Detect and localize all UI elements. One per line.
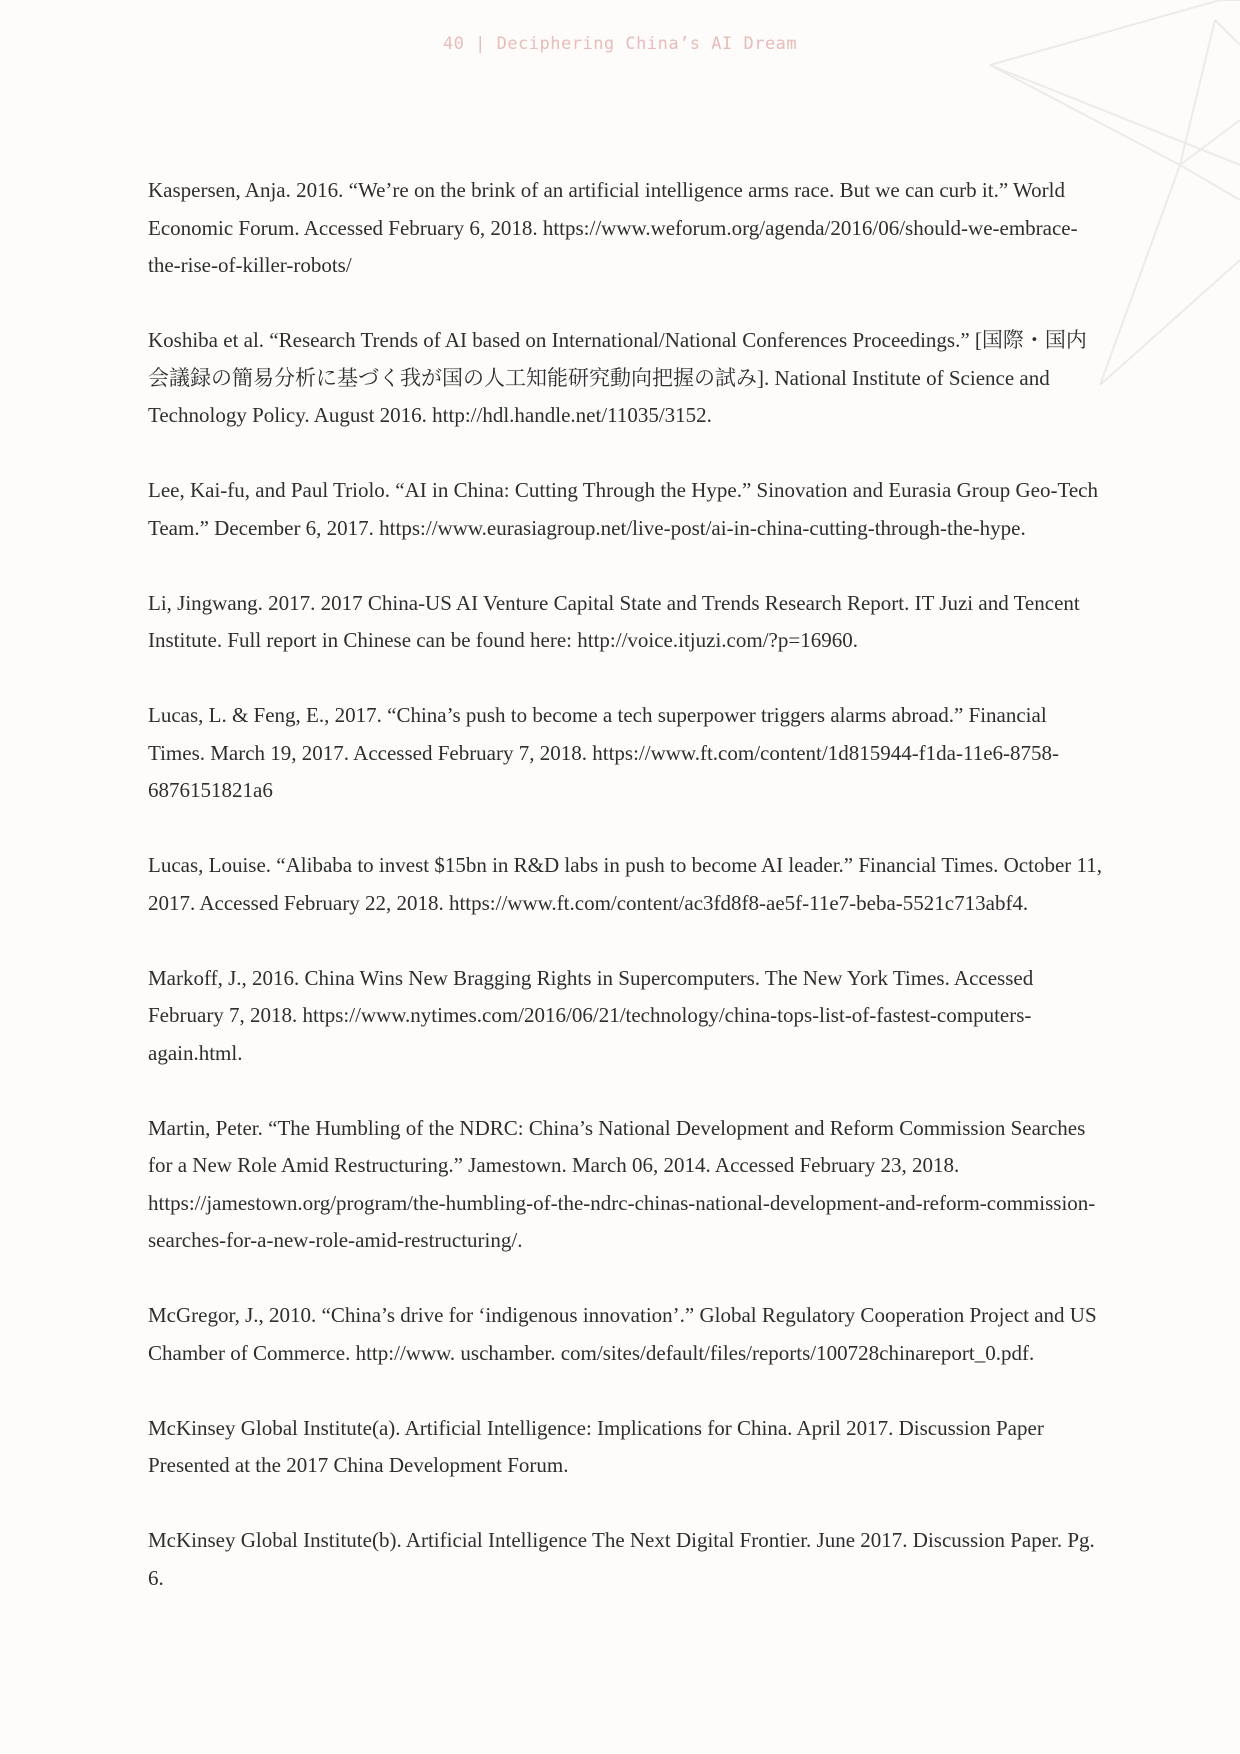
reference-entry-martin: Martin, Peter. “The Humbling of the NDRC: China’s National Development and Reform Commission Searches for a New Role Amid Restructuring.” Jamestown. March 06, 2014. Accessed February 23, 2018. https://jamestown.org/program/the-humbling-of-the-ndrc-chinas-national-development-and-reform-commission-searches-for-a-new-role-amid-restructuring/.	[148, 1115, 1096, 1252]
reference-entry-kaspersen: Kaspersen, Anja. 2016. “We’re on the brink of an artificial intelligence arms race. But we can curb it.” World Economic Forum. Accessed February 6, 2018. https://www.weforum.org/agenda/2016/06/should-we-embrace-the-rise-of-killer-robots/	[148, 178, 1078, 277]
reference-entry-mckinsey-b: McKinsey Global Institute(b). Artificial Intelligence The Next Digital Frontier. June 2017. Discussion Paper. Pg. 6.	[148, 1528, 1095, 1590]
document-title: Deciphering China’s AI Dream	[496, 34, 798, 54]
reference-entry-lucas-feng: Lucas, L. & Feng, E., 2017. “China’s push to become a tech superpower triggers alarms abroad.” Financial Times. March 19, 2017. Accessed February 7, 2018. https://www.ft.com/content/1d815944-f1da-11e6-8758-6876151821a6	[148, 703, 1060, 802]
reference-entry-lucas-louise: Lucas, Louise. “Alibaba to invest $15bn in R&D labs in push to become AI leader.” Financial Times. October 11, 2017. Accessed February 22, 2018. https://www.ft.com/content/ac3fd8f8-ae5f-11e7-beba-5521c713abf4.	[148, 853, 1102, 915]
page-number: 40	[442, 34, 465, 54]
reference-entry-mckinsey-a: McKinsey Global Institute(a). Artificial Intelligence: Implications for China. April 2017. Discussion Paper Presented at the 2017 China Development Forum.	[148, 1415, 1044, 1477]
reference-entry-mcgregor: McGregor, J., 2010. “China’s drive for ‘indigenous innovation’.” Global Regulatory Cooperation Project and US Chamber of Commerce. http://www. uschamber. com/sites/default/files/reports/100728chinareport_0.pdf.	[148, 1303, 1097, 1365]
references-list	[148, 172, 1103, 1635]
header-separator: |	[475, 34, 486, 54]
reference-entry-li: Li, Jingwang. 2017. 2017 China-US AI Venture Capital State and Trends Research Report. IT Juzi and Tencent Institute. Full report in Chinese can be found here: http://voice.itjuzi.com/?p=16960.	[148, 590, 1080, 652]
reference-entry-markoff: Markoff, J., 2016. China Wins New Bragging Rights in Supercomputers. The New York Times. Accessed February 7, 2018. https://www.nytimes.com/2016/06/21/technology/china-tops-list-of-fastest-computers-again.html.	[148, 965, 1034, 1065]
reference-entry-koshiba: Koshiba et al. “Research Trends of AI based on International/National Conferences Proceedings.” [国際・国内会議録の簡易分析に基づく我が国の人工知能研究動向把握の試み]. National Institute of Science and Technology Policy. August 2016. http://hdl.handle.net/11035/3152.	[148, 328, 1087, 427]
reference-entry-lee: Lee, Kai-fu, and Paul Triolo. “AI in China: Cutting Through the Hype.” Sinovation and Eurasia Group Geo-Tech Team.” December 6, 2017. https://www.eurasiagroup.net/live-post/ai-in-china-cutting-through-the-hype.	[148, 478, 1098, 540]
